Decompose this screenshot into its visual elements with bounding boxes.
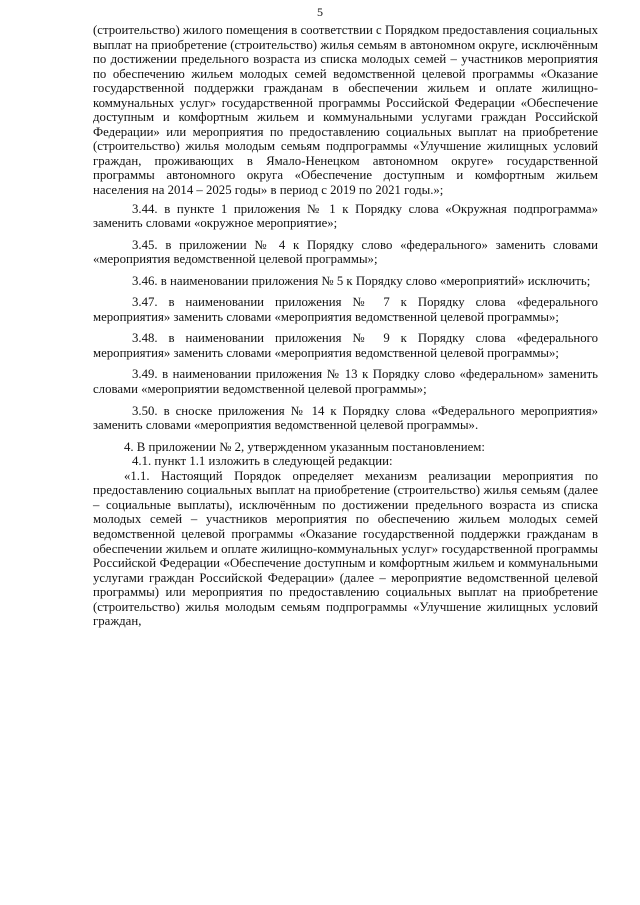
paragraph-3-49: 3.49. в наименовании приложения № 13 к Порядку слово «федеральном» заменить словами «мероприятии ведомственной целевой программы»; [93,367,598,397]
paragraph-4: 4. В приложении № 2, утвержденном указанным постановлением: [124,439,485,454]
paragraph-4-1: 4.1. пункт 1.1 изложить в следующей редакции: [132,454,393,469]
document-body [93,23,598,629]
paragraph-3-50: 3.50. в сноске приложения № 14 к Порядку слова «Федерального мероприятия» заменить словами «мероприятия ведомственной целевой программы». [93,403,598,433]
paragraph-3-48: 3.48. в наименовании приложения № 9 к Порядку слова «федерального мероприятия» заменить словами «мероприятия ведомственной целевой программы»; [93,331,598,360]
page-number: 5 [317,5,323,19]
paragraph-3-44: 3.44. в пункте 1 приложения № 1 к Порядку слова «Окружная подпрограмма» заменить словами «окружное мероприятие»; [93,201,598,231]
paragraph-continuation: (строительство) жилого помещения в соответствии с Порядком предоставления социальных выплат на приобретение (строительство) жилья семьям в автономном округе, исключённым по достижении предельного возраста из списка молодых семей – участников мероприятия по обеспечению жильем молодых семей ведомственной целевой программы «Оказание государственной поддержки гражданам в обеспечении жильем и оплате жилищно-коммунальных услуг» государственной программы Российской Федерации «Обеспечение доступным и комфортным жильем и коммунальными услугами граждан Российской Федерации» или мероприятия по предоставлению социальных выплат на приобретение (строительство) жилья молодым семьям подпрограммы «Улучшение жилищных условий граждан, проживающих в Ямало-Ненецком автономном округе» государственной программы автономного округа «Обеспечение доступным и комфортным жильем населения на 2014 – 2025 годы» в период с 2019 по 2021 годы.»; [93,23,598,198]
paragraph-3-46: 3.46. в наименовании приложения № 5 к Порядку слово «мероприятий» исключить; [132,273,591,288]
paragraph-1-1-quote: «1.1. Настоящий Порядок определяет механизм реализации мероприятия по предоставлению социальных выплат на приобретение (строительство) жилья семьям (далее – социальные выплаты), исключённым по достижении предельного возраста из списка молодых семей – участников мероприятия по обеспечению жильем молодых семей ведомственной целевой программы «Оказание государственной поддержки гражданам в обеспечении жильем и оплате жилищно-коммунальных услуг» государственной программы Российской Федерации «Обеспечение доступным и комфортным жильем и коммунальными услугами граждан Российской Федерации» (далее – мероприятие ведомственной целевой программы) или мероприятия по предоставлению социальных выплат на приобретение (строительство) жилья молодым семьям подпрограммы «Улучшение жилищных условий граждан, [93,468,598,629]
paragraph-3-47: 3.47. в наименовании приложения № 7 к Порядку слова «федерального мероприятия» заменить словами «мероприятия ведомственной целевой программы»; [93,295,598,324]
paragraph-3-45: 3.45. в приложении № 4 к Порядку слово «федерального» заменить словами «мероприятия ведомственной целевой программы»; [93,237,598,267]
